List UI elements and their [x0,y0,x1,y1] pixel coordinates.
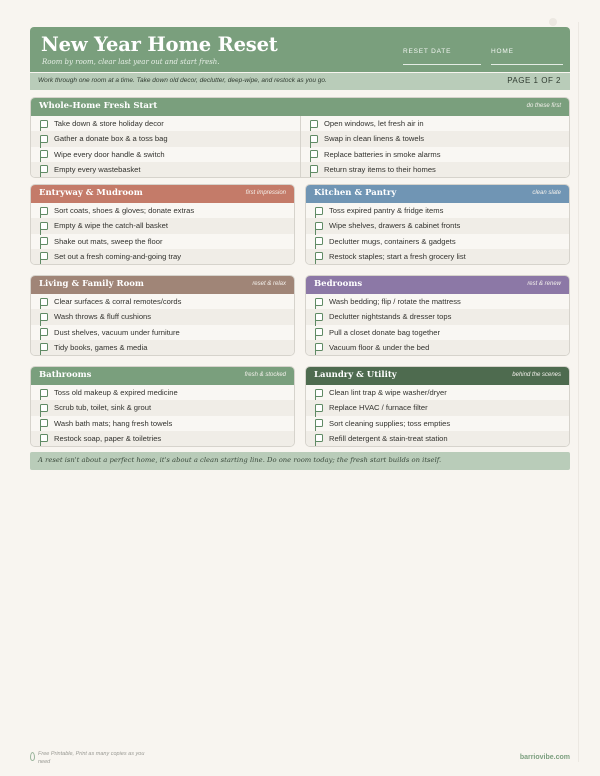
checkbox-icon[interactable] [310,165,318,173]
checkbox-icon[interactable] [40,389,48,397]
leaf-icon [30,752,35,761]
item-label: Empty every wastebasket [54,164,141,174]
checkbox-icon[interactable] [40,328,48,336]
page-title: New Year Home Reset [41,33,278,56]
checkbox-icon[interactable] [40,343,48,351]
item-label: Declutter nightstands & dresser tops [329,312,452,322]
checklist-item[interactable] [301,116,569,131]
checkbox-icon[interactable] [315,313,323,321]
section-title: Entryway & Mudroom [39,188,143,198]
checklist-item[interactable] [306,385,569,400]
item-label: Scrub tub, toilet, sink & grout [54,403,152,413]
item-label: Shake out mats, sweep the floor [54,236,163,246]
checkbox-icon[interactable] [310,135,318,143]
section-entryway [30,184,295,265]
section-header [306,367,569,385]
item-label: Wash bedding; flip / rotate the mattress [329,297,461,306]
checklist-item[interactable] [306,309,569,324]
checkbox-icon[interactable] [315,252,323,260]
checkbox-icon[interactable] [315,419,323,427]
checklist-item[interactable] [31,325,294,340]
checklist-item[interactable] [306,325,569,340]
instructions-text: Work through one room at a time. Take down old decor, declutter, deep-wipe, and restock as you go. [38,77,327,84]
checkbox-icon[interactable] [310,120,318,128]
page-number: PAGE 1 OF 2 [507,76,561,85]
section-title: Whole-Home Fresh Start [39,101,158,111]
checklist-item[interactable] [31,294,294,309]
section-note: reset & relax [252,281,286,287]
section-note: do these first [526,103,561,109]
section-note: rest & renew [527,281,561,287]
item-label: Replace HVAC / furnace filter [329,403,428,413]
item-label: Swap in clean linens & towels [324,134,425,144]
decorative-dot [549,18,557,26]
item-label: Refill detergent & stain-treat station [329,433,448,443]
item-label: Restock staples; start a fresh grocery list [329,251,466,261]
section-header [31,367,294,385]
item-label: Replace batteries in smoke alarms [324,149,441,159]
checklist-item[interactable] [31,400,294,415]
checklist-item[interactable] [306,218,569,233]
checkbox-icon[interactable] [315,434,323,442]
section-title: Laundry & Utility [314,370,397,380]
site-link[interactable]: barriovibe.com [519,754,570,761]
item-label: Sort coats, shoes & gloves; donate extras [54,206,195,215]
checkbox-icon[interactable] [40,419,48,427]
checklist [306,294,569,355]
section-title: Living & Family Room [39,279,144,289]
checklist-item[interactable] [306,294,569,309]
checkbox-icon[interactable] [315,389,323,397]
section-kitchen [305,184,570,265]
section-header [306,276,569,294]
item-label: Wash bath mats; hang fresh towels [54,418,173,428]
checkbox-icon[interactable] [315,298,323,306]
section-bathrooms [30,366,295,447]
item-label: Tidy books, games & media [54,342,148,352]
checklist-item[interactable] [31,203,294,218]
item-label: Empty & wipe the catch-all basket [54,221,168,231]
section-header [31,98,569,116]
decorative-rule [578,22,579,762]
checklist-item[interactable] [31,385,294,400]
checkbox-icon[interactable] [315,343,323,351]
checklist [306,385,569,446]
checkbox-icon[interactable] [40,404,48,412]
checklist-item[interactable] [306,234,569,249]
checkbox-icon[interactable] [40,165,48,173]
item-label: Toss expired pantry & fridge items [329,206,444,215]
home-label: HOME [491,48,514,55]
section-note: behind the scenes [512,372,561,378]
checklist-item[interactable] [31,147,300,162]
item-label: Clean lint trap & wipe washer/dryer [329,388,447,397]
footer-quote-bar [30,452,570,470]
item-label: Open windows, let fresh air in [324,119,424,128]
checkbox-icon[interactable] [40,313,48,321]
checkbox-icon[interactable] [315,207,323,215]
checklist-item[interactable] [31,309,294,324]
checklist-item[interactable] [306,203,569,218]
item-label: Wash throws & fluff cushions [54,312,152,322]
checklist-item[interactable] [31,234,294,249]
checkbox-icon[interactable] [40,135,48,143]
instructions-bar [30,73,570,90]
checklist-item[interactable] [31,131,300,146]
checkbox-icon[interactable] [40,207,48,215]
item-label: Restock soap, paper & toiletries [54,433,162,443]
checkbox-icon[interactable] [40,434,48,442]
checklist-item[interactable] [31,431,294,446]
checklist [31,203,294,264]
item-label: Take down & store holiday decor [54,119,164,128]
section-title: Bedrooms [314,279,363,289]
section-bedrooms [305,275,570,356]
section-whole-home [30,97,570,178]
item-label: Declutter mugs, containers & gadgets [329,236,456,246]
section-header [31,185,294,203]
page-header [30,27,570,72]
item-label: Gather a donate box & a toss bag [54,134,168,144]
checkbox-icon[interactable] [40,237,48,245]
item-label: Return stray items to their homes [324,164,436,174]
checklist [31,294,294,355]
checkbox-icon[interactable] [315,404,323,412]
section-note: clean slate [532,190,561,196]
item-label: Clear surfaces & corral remotes/cords [54,297,182,306]
checklist-item[interactable] [306,400,569,415]
section-title: Kitchen & Pantry [314,188,397,198]
checklist-item[interactable] [31,340,294,355]
checklist-item[interactable] [306,416,569,431]
section-header [306,185,569,203]
checklist-item[interactable] [31,416,294,431]
checklist-item[interactable] [301,162,569,177]
checkbox-icon[interactable] [40,252,48,260]
checkbox-icon[interactable] [310,150,318,158]
item-label: Vacuum floor & under the bed [329,342,430,352]
item-label: Sort cleaning supplies; toss empties [329,418,451,428]
reset-date-label: RESET DATE [403,48,452,55]
section-note: first impression [245,190,286,196]
checkbox-icon[interactable] [40,150,48,158]
footer-quote: A reset isn't about a perfect home, it's about a clean starting line. Do one room today; the fresh start builds on itself. [38,456,442,464]
checklist-item[interactable] [31,249,294,264]
checkbox-icon[interactable] [315,328,323,336]
section-laundry [305,366,570,447]
page-subtitle: Room by room, clear last year out and start fresh. [42,58,220,66]
item-label: Dust shelves, vacuum under furniture [54,327,180,337]
reset-date-field[interactable] [403,64,481,65]
section-living-room [30,275,295,356]
item-label: Wipe every door handle & switch [54,149,165,159]
checklist-item[interactable] [31,218,294,233]
checkbox-icon[interactable] [315,222,323,230]
checklist [306,203,569,264]
checklist-item[interactable] [31,116,300,131]
checklist-item[interactable] [301,131,569,146]
section-note: fresh & stocked [244,372,286,378]
checklist-item[interactable] [306,249,569,264]
checklist [31,385,294,446]
checklist-item[interactable] [31,162,300,177]
checklist-item[interactable] [306,340,569,355]
checklist-item[interactable] [306,431,569,446]
checkbox-icon[interactable] [40,222,48,230]
checkbox-icon[interactable] [315,237,323,245]
checklist-left [31,116,300,177]
item-label: Wipe shelves, drawers & cabinet fronts [329,221,461,231]
section-title: Bathrooms [39,370,92,380]
section-header [31,276,294,294]
item-label: Toss old makeup & expired medicine [54,388,178,397]
printable-credit: Free Printable, Print as many copies as you need [38,751,145,765]
checklist-item[interactable] [301,147,569,162]
checklist-right [300,116,569,177]
item-label: Set out a fresh coming-and-going tray [54,251,182,261]
checkbox-icon[interactable] [40,120,48,128]
checkbox-icon[interactable] [40,298,48,306]
item-label: Pull a closet donate bag together [329,327,441,337]
home-field[interactable] [491,64,563,65]
